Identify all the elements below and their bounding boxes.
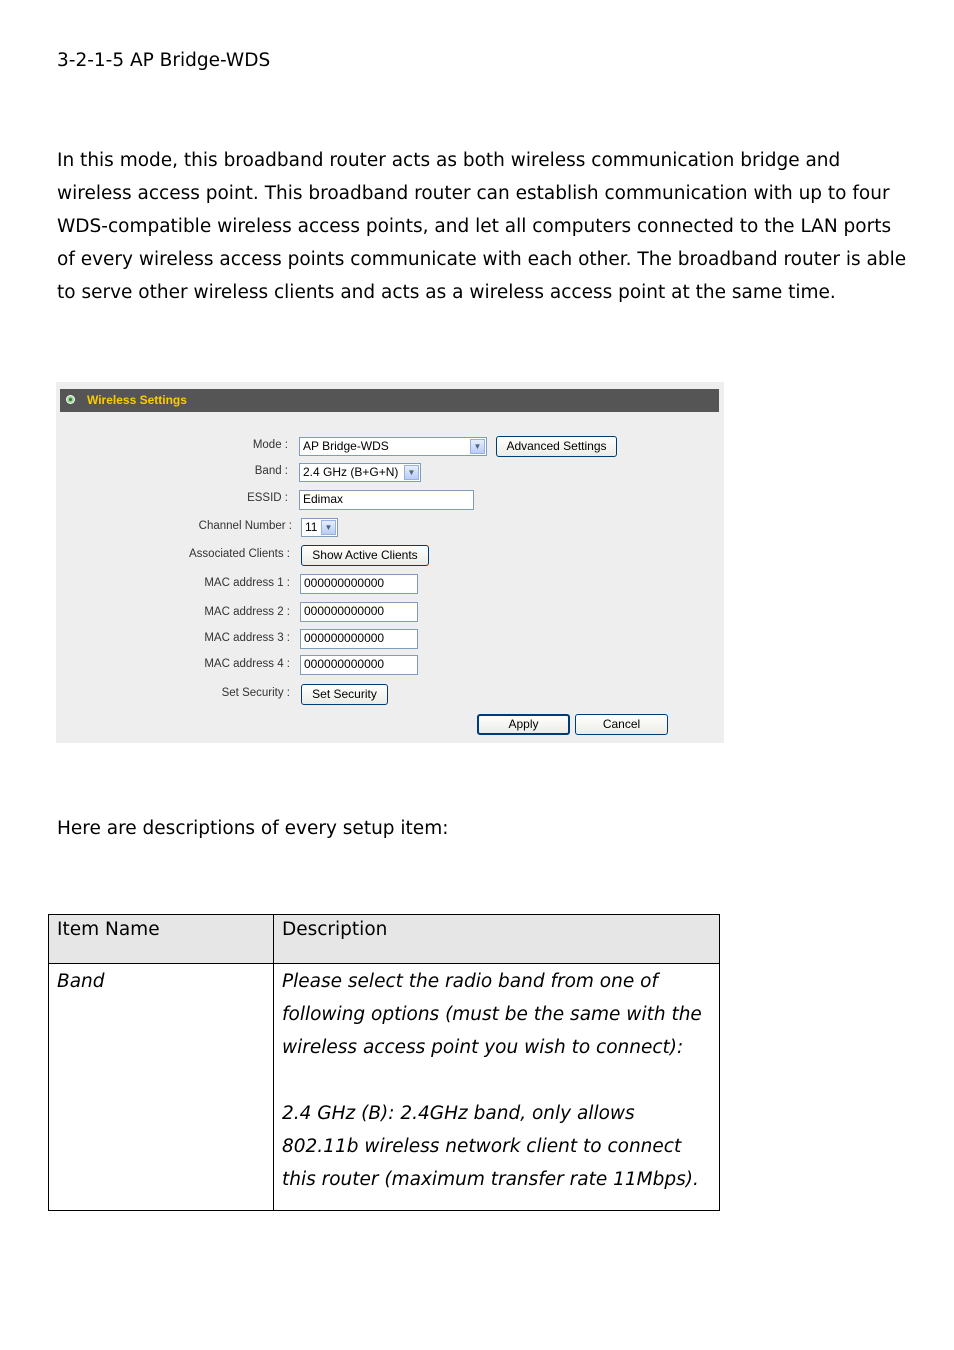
mac-address-1-input[interactable]: 000000000000 <box>300 574 418 594</box>
mac-address-3-input[interactable]: 000000000000 <box>300 629 418 649</box>
descriptions-intro: Here are descriptions of every setup item: <box>57 818 449 839</box>
mode-select[interactable] <box>299 437 487 456</box>
channel-number-label: Channel Number : <box>198 520 292 532</box>
bullet-icon <box>66 395 75 404</box>
table-header-row <box>49 915 720 964</box>
chevron-down-icon: ▼ <box>321 520 336 535</box>
mac-address-3-label: MAC address 3 : <box>204 632 290 644</box>
wireless-settings-panel <box>56 382 724 743</box>
section-heading: 3-2-1-5 AP Bridge-WDS <box>57 50 271 71</box>
channel-value: 11 <box>305 520 318 534</box>
set-security-label: Set Security : <box>221 687 290 699</box>
column-header-item-name: Item Name <box>49 915 274 964</box>
intro-paragraph: In this mode, this broadband router acts as both wireless communication bridge and wireless access point. This broadband router can establish communication with up to four WDS-compatible wireless access points, and let all computers connected to the LAN ports of every wireless access points communicate with each other. The broadband router is able to serve other wireless clients and acts as a wireless access point at the same time. <box>57 150 907 303</box>
band-select[interactable] <box>299 463 421 482</box>
table-row <box>49 964 720 1211</box>
mac-address-4-label: MAC address 4 : <box>204 658 290 670</box>
mode-value: AP Bridge-WDS <box>303 439 389 453</box>
panel-title: Wireless Settings <box>87 393 187 407</box>
column-header-description: Description <box>274 915 720 964</box>
set-security-button[interactable]: Set Security <box>301 684 388 705</box>
chevron-down-icon: ▼ <box>470 439 485 454</box>
cancel-button[interactable]: Cancel <box>575 714 668 735</box>
mac-address-2-label: MAC address 2 : <box>204 606 290 618</box>
apply-button[interactable]: Apply <box>477 714 570 735</box>
essid-input[interactable]: Edimax <box>299 490 474 510</box>
mode-label: Mode : <box>252 439 288 451</box>
mac-address-4-input[interactable]: 000000000000 <box>300 655 418 675</box>
chevron-down-icon: ▼ <box>404 465 419 480</box>
associated-clients-label: Associated Clients : <box>189 548 290 560</box>
band-value: 2.4 GHz (B+G+N) <box>303 465 399 479</box>
mac-address-2-input[interactable]: 000000000000 <box>300 602 418 622</box>
essid-label: ESSID : <box>247 492 288 504</box>
show-active-clients-button[interactable]: Show Active Clients <box>301 545 429 566</box>
description-paragraph: 2.4 GHz (B): 2.4GHz band, only allows 802.11b wireless network client to connect this router (maximum transfer rate 11Mbps). <box>282 1103 699 1190</box>
mac-address-1-label: MAC address 1 : <box>204 577 290 589</box>
item-name-cell: Band <box>49 964 274 1211</box>
item-description-cell <box>274 964 720 1211</box>
description-paragraph: Please select the radio band from one of following options (must be the same with the wireless access point you wish to connect): <box>282 971 702 1058</box>
band-label: Band : <box>254 465 288 477</box>
advanced-settings-button[interactable]: Advanced Settings <box>496 436 617 457</box>
setup-items-table <box>48 914 720 1211</box>
panel-header <box>60 389 719 412</box>
channel-select[interactable] <box>301 518 338 537</box>
